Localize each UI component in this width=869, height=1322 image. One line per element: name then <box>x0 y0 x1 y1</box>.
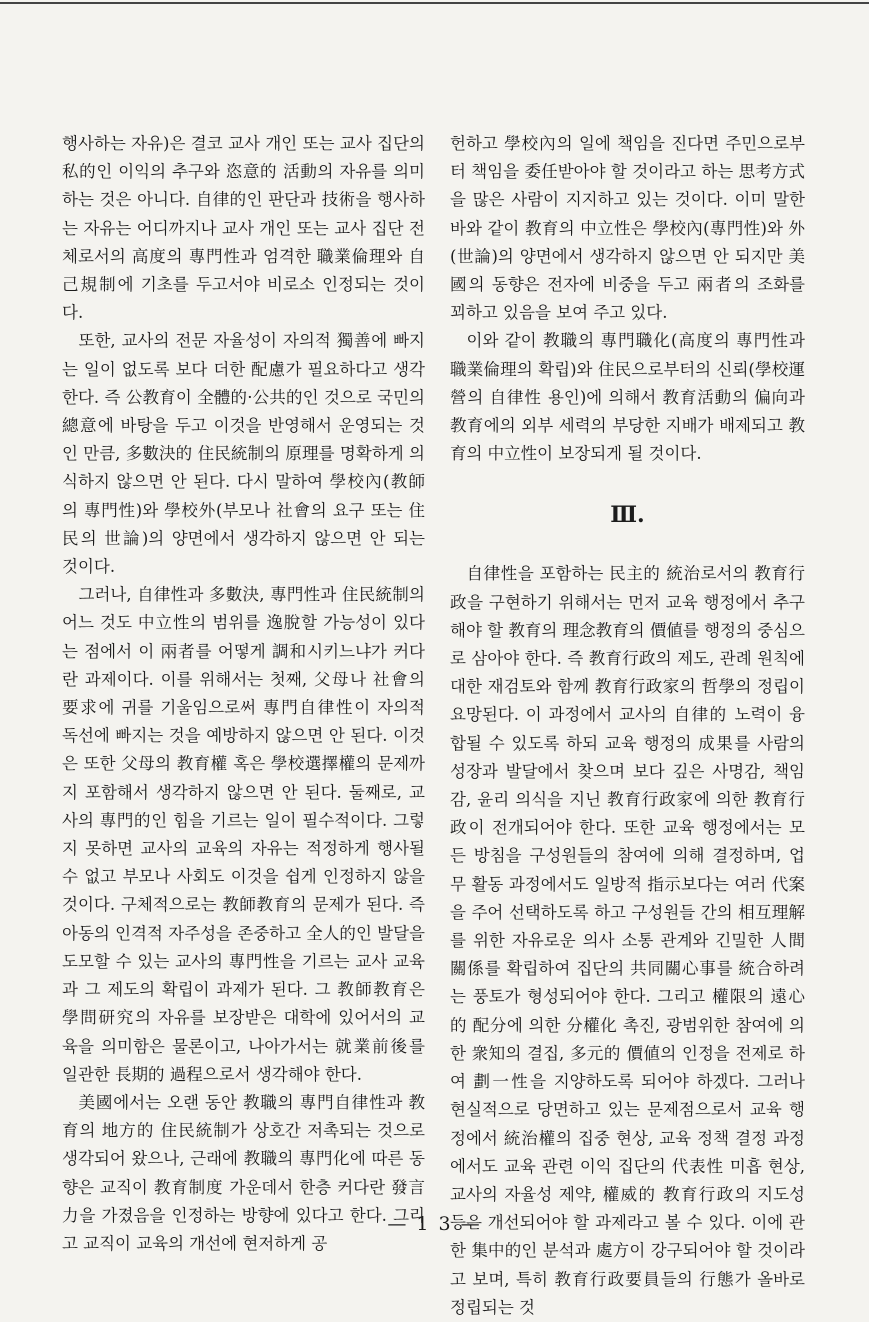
paragraph-2: 또한, 교사의 전문 자율성이 자의적 獨善에 빠지는 일이 없도록 보다 더한 配慮가 필요하다고 생각한다. 즉 公教育이 全體的·公共的인 것으로 국민의 總意에 바탕을 두고 이것을 반영해서 운영되는 것인 만큼, 多數決的 住民統制의 原理를 명확하게 의식하지 않으면 안 된다. 다시 말하여 學校內(教師의 專門性)와 學校外(부모나 社會의 요구 또는 住民의 世論)의 양면에서 생각하지 않으면 안 되는 것이다. <box>62 331 425 577</box>
paragraph-5: 헌하고 學校內의 일에 책임을 진다면 주민으로부터 책임을 委任받아야 할 것이라고 하는 思考方式을 많은 사람이 지지하고 있는 것이다. 이미 말한 바와 같이 教育의 中立性은 學校內(專門性)와 外(世論)의 양면에서 생각하지 않으면 안 되지만 美國의 동향은 전자에 비중을 두고 兩者의 조화를 꾀하고 있음을 보여 주고 있다. <box>450 134 805 323</box>
left-text-column <box>62 130 425 1258</box>
paragraph-7: 自律性을 포함하는 民主的 統治로서의 教育行政을 구현하기 위해서는 먼저 교육 행정에서 추구해야 할 教育의 理念教育의 價値를 행정의 중심으로 삼아야 한다. 즉 教育行政의 제도, 관례 원칙에 대한 재검토와 함께 教育行政家의 哲學의 정립이 요망된다. 이 과정에서 교사의 自律的 노력이 융합될 수 있도록 하되 교육 행정의 成果를 사람의 성장과 발달에서 찾으며 보다 깊은 사명감, 책임감, 윤리 의식을 지닌 教育行政家에 의한 教育行政이 전개되어야 한다. 또한 교육 행정에서는 모든 방침을 구성원들의 참여에 의해 결정하며, 업무 활동 과정에서도 일방적 指示보다는 여러 代案을 주어 선택하도록 하고 구성원들 간의 相互理解를 위한 자유로운 의사 소통 관계와 긴밀한 人間關係를 확립하여 집단의 共同關心事를 統合하려는 풍토가 형성되어야 한다. 그리고 權限의 遠心的 配分에 의한 分權化 촉진, 광범위한 참여에 의한 衆知의 결집, 多元的 價値의 인정을 전제로 하여 劃一性을 지양하도록 되어야 하겠다. 그러나 현실적으로 당면하고 있는 문제점으로서 교육 행정에서 統治權의 집중 현상, 교육 정책 결정 과정에서도 교육 관련 이익 집단의 代表性 미흡 현상, 교사의 자율성 제약, 權威的 教育行政의 지도성 등은 개선되어야 할 과제라고 볼 수 있다. 이에 관한 集中的인 분석과 處方이 강구되어야 할 것이라고 보며, 특히 教育行政要員들의 行態가 올바로 정립되는 것 <box>450 564 805 1317</box>
paragraph-1: 행사하는 자유)은 결코 교사 개인 또는 교사 집단의 私的인 이익의 추구와 恣意的 活動의 자유를 의미하는 것은 아니다. 自律的인 판단과 技術을 행사하는 자유는 어디까지나 교사 개인 또는 교사 집단 전체로서의 高度의 專門性과 엄격한 職業倫理와 自己規制에 기초를 두고서야 비로소 인정되는 것이다. <box>62 134 425 323</box>
paragraph-6: 이와 같이 教職의 專門職化(高度의 專門性과 職業倫理의 확립)와 住民으로부터의 신뢰(學校運營의 自律性 용인)에 의해서 教育活動의 偏向과 教育에의 외부 세력의 부당한 지배가 배제되고 教育의 中立性이 보장되게 될 것이다. <box>450 331 805 464</box>
top-border-rule <box>0 2 869 4</box>
section-heading: Ⅲ. <box>610 502 645 529</box>
paragraph-3: 그러나, 自律性과 多數決, 專門性과 住民統制의 어느 것도 中立性의 범위를 逸脫할 가능성이 있다는 점에서 이 兩者를 어떻게 調和시키느냐가 커다란 과제이다. 이를 위해서는 첫째, 父母나 社會의 要求에 귀를 기울임으로써 專門自律性이 자의적 독선에 빠지는 것을 예방하지 않으면 안 된다. 이것은 또한 父母의 教育權 혹은 學校選擇權의 문제까지 포함해서 생각하지 않으면 안 된다. 둘째로, 교사의 專門的인 힘을 기르는 일이 필수적이다. 그렇지 못하면 교사의 교육의 자유는 적정하게 행사될 수 없고 부모나 사회도 이것을 쉽게 인정하지 않을 것이다. 구체적으로는 教師教育의 문제가 된다. 즉 아동의 인격적 자주성을 존중하고 全人的인 발달을 도모할 수 있는 교사의 專門性을 기르는 교사 교육과 그 제도의 확립이 과제가 된다. 그 教師教育은 學問研究의 자유를 보장받은 대학에 있어서의 교육을 의미함은 물론이고, 나아가서는 就業前後를 일관한 長期的 過程으로서 생각해야 한다. <box>62 585 425 1084</box>
paragraph-4: 美國에서는 오랜 동안 教職의 專門自律性과 教育의 地方的 住民統制가 상호간 저촉되는 것으로 생각되어 왔으나, 근래에 教職의 專門化에 따른 동향은 교직이 教育制度 가운데서 한층 커다란 發言力을 가졌음을 인정하는 방향에 있다고 한다. 그리고 교직이 교육의 개선에 현저하게 공 <box>62 1092 425 1253</box>
right-text-column <box>450 130 805 1322</box>
page-number: — 1 3 — <box>387 1213 482 1235</box>
